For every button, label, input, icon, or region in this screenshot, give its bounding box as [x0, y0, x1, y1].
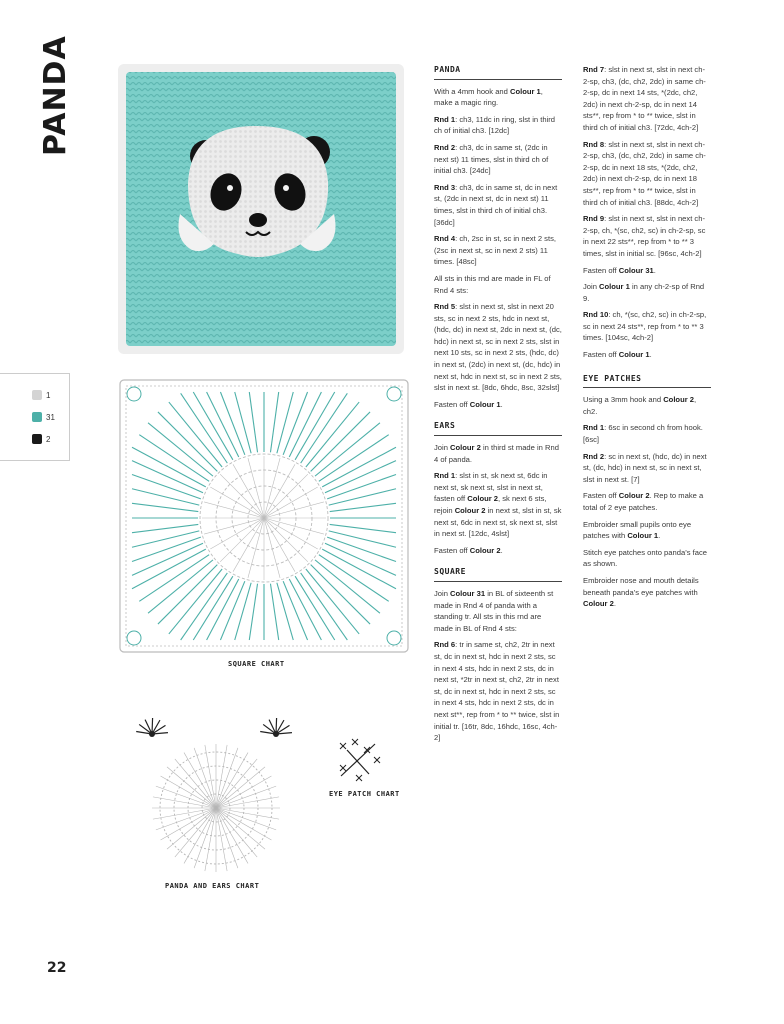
eye-patch-chart-caption: EYE PATCH CHART — [329, 790, 400, 798]
ears-join: Join Colour 2 in third st made in Rnd 4 of panda. — [434, 443, 559, 464]
square-rnd-8: Rnd 8: slst in next st, slst in next ch-2-sp, ch3, (dc, ch2, 2dc) in same ch-2-sp, dc in next 18 sts, *(2dc, ch2, 2dc) in next ch-2-sp, dc in next 18 sts**, rep from * to ** twice, slst in third ch of initial ch3. [88dc, 4ch-2] — [583, 139, 706, 207]
panda-rnd-3: Rnd 3: ch3, dc in same st, dc in next st, (2dc in next st, dc in next st) 11 times, slst in third ch of initial ch3. [36dc] — [434, 182, 558, 227]
swatch-colour-1 — [32, 390, 42, 400]
section-heading-eye-patches: EYE PATCHES — [583, 373, 711, 389]
instructions-column-3 — [583, 64, 711, 615]
square-chart-caption: SQUARE CHART — [228, 660, 285, 668]
eye-stitch: Stitch eye patches onto panda’s face as shown. — [583, 547, 707, 569]
page-number: 22 — [47, 960, 67, 976]
page-title: PANDA — [38, 35, 73, 156]
square-join-colour-1: Join Colour 1 in any ch-2-sp of Rnd 9. — [583, 282, 705, 303]
square-fasten-off-31: Fasten off Colour 31. — [583, 265, 656, 275]
swatch-colour-31 — [32, 412, 42, 422]
panda-square-photo — [118, 64, 404, 354]
square-rnd-9: Rnd 9: slst in next st, slst in next ch-2-sp, ch, *(sc, ch2, sc) in ch-2-sp, sc in next 22 sts**, rep from * to ** 3 times, slst in initial sc. [96sc, 4ch-2] — [583, 214, 706, 258]
panda-rnd-1: Rnd 1: ch3, 11dc in ring, slst in third ch of initial ch3. [12dc] — [434, 114, 555, 136]
colour-legend: 1 31 2 — [0, 373, 70, 461]
eye-embroider: Embroider nose and mouth details beneath panda’s eye patches with Colour 2. — [583, 575, 699, 609]
eye-patch-chart — [333, 738, 385, 784]
eye-rnd-1: Rnd 1: 6sc in second ch from hook. [6sc] — [583, 423, 703, 445]
square-join: Join Colour 31 in BL of sixteenth st made in Rnd 4 of panda with a standing tr. All sts in this rnd are made in BL of Rnd 4 sts: — [434, 588, 554, 633]
section-heading-panda: PANDA — [434, 64, 562, 80]
instructions-column-2 — [434, 58, 562, 749]
square-fasten-off-1: Fasten off Colour 1. — [583, 350, 652, 360]
ears-fasten-off: Fasten off Colour 2. — [434, 545, 503, 555]
square-rnd-7: Rnd 7: slst in next st, slst in next ch-2-sp, ch3, (dc, ch2, 2dc) in same ch-2-sp, dc in next 14 sts, *(2dc, ch2, 2dc) in next ch-2-sp, dc in next 14 sts**, rep from * to ** twice, slst in third ch of initial ch3. [72dc, 4ch-2] — [583, 65, 706, 132]
panda-fasten-off: Fasten off Colour 1. — [434, 399, 503, 409]
panda-head — [179, 126, 336, 257]
swatch-colour-2 — [32, 434, 42, 444]
panda-ears-chart — [128, 708, 304, 874]
panda-intro: With a 4mm hook and Colour 1, make a magic ring. — [434, 86, 543, 108]
panda-rnd-2: Rnd 2: ch3, dc in same st, (2dc in next st) 11 times, slst in third ch of initial ch3. [24dc] — [434, 142, 549, 176]
eye-rnd-2: Rnd 2: sc in next st, (hdc, dc) in next st, (dc, hdc) in next st, sc in next st, slst in next st. [7] — [583, 451, 707, 484]
panda-ears-chart-caption: PANDA AND EARS CHART — [165, 882, 260, 890]
eye-intro: Using a 3mm hook and Colour 2, ch2. — [583, 395, 697, 416]
square-chart — [118, 378, 410, 654]
eye-pupils: Embroider small pupils onto eye patches with Colour 1. — [583, 519, 692, 541]
panda-fl-note: All sts in this rnd are made in FL of Rnd 4 sts: — [434, 273, 551, 295]
eye-fasten-off: Fasten off Colour 2. Rep to make a total of 2 eye patches. — [583, 491, 704, 512]
panda-rnd-5: Rnd 5: slst in next st, slst in next 20 sts, sc in next 2 sts, hdc in next st, (hdc, dc) in next st, 2dc in next st, (dc, hdc) in next st, sc in next 2 sts, slst in next 10 sts, sc in next 2 sts, (hdc, dc) in next st, (2dc) in next st, (dc, hdc) in next st, hdc in next st, sc in next 2 sts, slst in next st. [8dc, 6hdc, 8sc, 32slst] — [434, 302, 562, 393]
ears-rnd-1: Rnd 1: slst in st, sk next st, 6dc in next st, sk next st, slst in next st, fasten off Colour 2, sk next 6 sts, rejoin Colour 2 in next st, slst in st, sk next st, 6dc in next st, sk next st, slst in next st. [12dc, 4slst] — [434, 471, 562, 539]
section-heading-square: SQUARE — [434, 566, 562, 582]
section-heading-ears: EARS — [434, 420, 562, 436]
panda-rnd-4: Rnd 4: ch, 2sc in st, sc in next 2 sts, (2sc in next st, sc in next 2 sts) 11 times. [48sc] — [434, 234, 556, 267]
square-rnd-6: Rnd 6: tr in same st, ch2, 2tr in next st, dc in next st, hdc in next 2 sts, sc in next 4 sts, hdc in next 2 sts, dc in next st, *2tr in next st, ch2, 2tr in next st, dc in next st, hdc in next 2 sts, sc in next 4 sts, hdc in next 2 sts, dc in next st**, rep from * to ** twice, slst in initial tr. [16tr, 8dc, 16hdc, 16sc, 4ch-2] — [434, 640, 560, 743]
square-rnd-10: Rnd 10: ch, *(sc, ch2, sc) in ch-2-sp, sc in next 24 sts**, rep from * to ** 3 times. [104sc, 4ch-2] — [583, 310, 707, 343]
